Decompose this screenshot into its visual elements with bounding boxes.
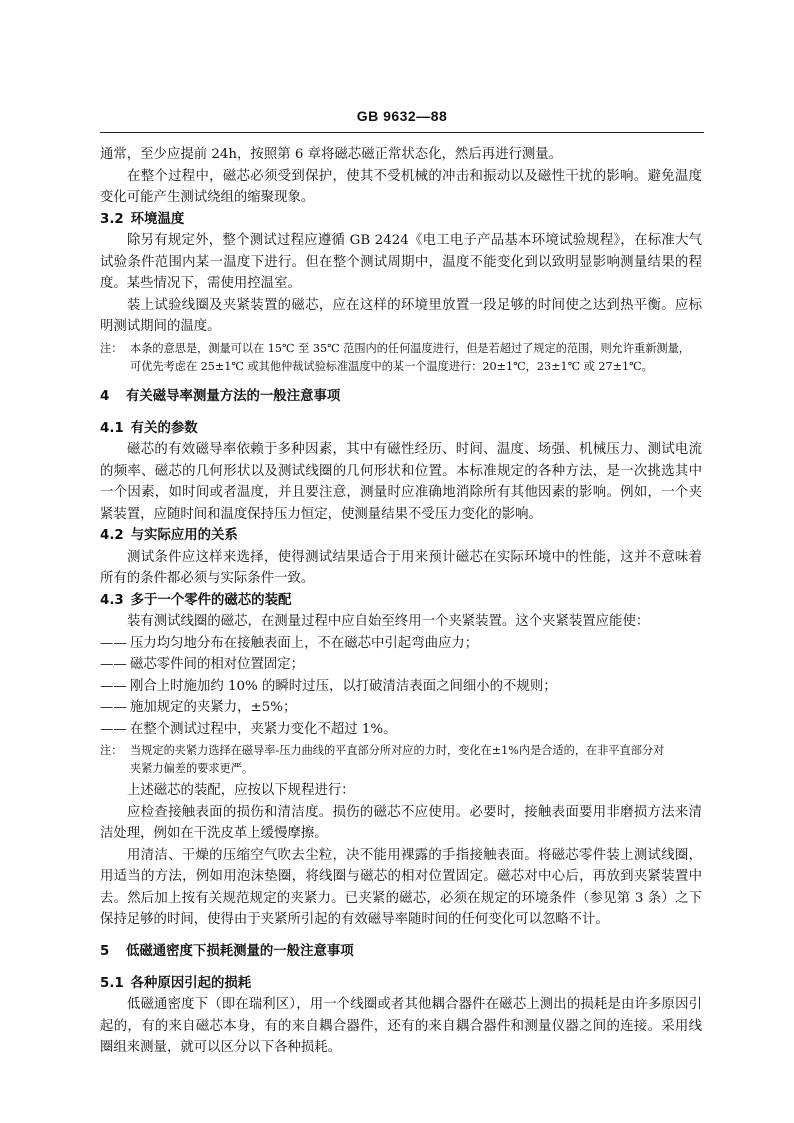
section-title: 各种原因引起的损耗 [130,975,252,991]
document-body [100,144,702,1059]
dash-list-item [100,697,702,719]
note-label: 注： [100,744,123,757]
list-item-text: 刚合上时施加约 10% 的瞬时过压，以打破清洁表面之间细小的不规则； [130,678,557,694]
note-block [100,340,702,376]
dash-mark: —— [100,635,127,651]
dash-list-item [100,654,702,676]
paragraph: 除另有规定外，整个测试过程应遵循 GB 2424《电工电子产品基本环境试验规程》，在标准大气试验条件范围内某一温度下进行。但在整个测试周期中，温度不能变化到以致明显影响测量结果的程度。某些情况下，需使用控温室。 [100,233,702,291]
section-heading-5-1 [100,973,702,995]
paragraph: 测试条件应这样来选择，使得测试结果适合于用来预计磁芯在实际环境中的性能，这并不意味着所有的条件都必须与实际条件一致。 [100,549,702,586]
section-title: 与实际应用的关系 [130,528,238,543]
section-number: 5.1 [100,975,124,991]
dash-mark: —— [100,678,127,694]
section-number: 4.3 [100,592,124,608]
section-title: 有关磁导率测量方法的一般注意事项 [126,388,341,404]
note-text: 本条的意思是，测量可以在 15℃ 至 35℃ 范围内的任何温度进行，但是若超过了规定的范围，则允许重新测量， [130,341,690,355]
paragraph: 应检查接触表面的损伤和清洁度。损伤的磁芯不应使用。必要时，接触表面要用非磨损方法来清洁处理，例如在干洗皮革上缓慢摩擦。 [100,804,702,841]
section-title: 低磁通密度下损耗测量的一般注意事项 [126,943,354,959]
paragraph: 装上试验线圈及夹紧装置的磁芯，应在这样的环境里放置一段足够的时间使之达到热平衡。应标明测试期间的温度。 [100,297,702,334]
list-item-text: 压力均匀地分布在接触表面上，不在磁芯中引起弯曲应力； [130,635,479,651]
section-number: 4.1 [100,420,124,436]
paragraph: 磁芯的有效磁导率依赖于多种因素，其中有磁性经历、时间、温度、场强、机械压力、测试电流的频率、磁芯的几何形状以及测试线圈的几何形状和位置。本标准规定的各种方法，是一次挑选其中一个因素，如时间或者温度，并且要注意，测量时应准确地消除所有其他因素的影响。例如，一个夹紧装置，应随时间和温度保持压力恒定，使测量结果不受压力变化的影响。 [100,442,702,522]
note-text: 当规定的夹紧力选择在磁导率-压力曲线的平直部分所对应的力时，变化在±1%内是合适的，在非平直部分对 [130,744,665,757]
dash-list-item [100,719,702,741]
page-header-standard-code: GB 9632—88 [356,108,448,124]
section-heading-4-1 [100,418,702,440]
dash-list-item [100,633,702,655]
note-label: 注： [100,341,123,355]
dash-mark: —— [100,721,127,737]
dash-list-item [100,676,702,698]
header-rule [100,132,704,133]
section-heading-4-2 [100,525,702,547]
list-item-text: 磁芯零件间的相对位置固定； [130,657,305,672]
dash-mark: —— [100,700,127,715]
section-heading-4-3 [100,590,702,612]
paragraph: 用清洁、干燥的压缩空气吹去尘粒，决不能用裸露的手指接触表面。将磁芯零件装上测试线圈，用适当的方法，例如用泡沫垫圈，将线圈与磁芯的相对位置固定。磁芯对中心后，再放到夹紧装置中去。然后加上按有关规范规定的夹紧力。已夹紧的磁芯，必须在规定的环境条件（参见第 3 条）之下保持足够的时间，使得由于夹紧所引起的有效磁导率随时间的任何变化可以忽略不计。 [100,847,702,927]
list-item-text: 施加规定的夹紧力，±5%； [130,700,297,715]
paragraph: 通常，至少应提前 24h，按照第 6 章将磁芯磁正常状态化，然后再进行测量。 [100,147,563,162]
section-title: 环境温度 [130,211,185,227]
paragraph: 装有测试线圈的磁芯，在测量过程中应自始至终用一个夹紧装置。这个夹紧装置应能使： [127,614,650,629]
section-number: 4.2 [100,528,124,543]
section-number: 4 [100,388,110,404]
paragraph: 上述磁芯的装配，应按以下规程进行： [127,783,355,798]
note-block [100,742,702,778]
note-text: 可优先考虑在 25±1℃ 或其他仲裁试验标准温度中的某一个温度进行：20±1℃，23±1℃ 或 27±1℃。 [130,359,653,373]
section-number: 3.2 [100,211,124,227]
dash-mark: —— [100,657,127,672]
list-item-text: 在整个测试过程中，夹紧力变化不超过 1%。 [130,721,397,737]
section-heading-4 [100,386,702,408]
paragraph: 低磁通密度下（即在瑞利区），用一个线圈或者其他耦合器件在磁芯上测出的损耗是由许多原因引起的，有的来自磁芯本身，有的来自耦合器件，还有的来自耦合器件和测量仪器之间的连接。采用线圈组来测量，就可以区分以下各种损耗。 [100,997,702,1055]
section-heading-5 [100,941,702,963]
section-title: 有关的参数 [130,420,198,436]
section-number: 5 [100,943,110,959]
section-heading-3-2 [100,209,702,231]
paragraph: 在整个过程中，磁芯必须受到保护，使其不受机械的冲击和振动以及磁性干扰的影响。避免温度变化可能产生测试绕组的缩聚现象。 [100,168,702,205]
section-title: 多于一个零件的磁芯的装配 [130,592,292,608]
note-text: 夹紧力偏差的要求更严。 [130,762,254,775]
